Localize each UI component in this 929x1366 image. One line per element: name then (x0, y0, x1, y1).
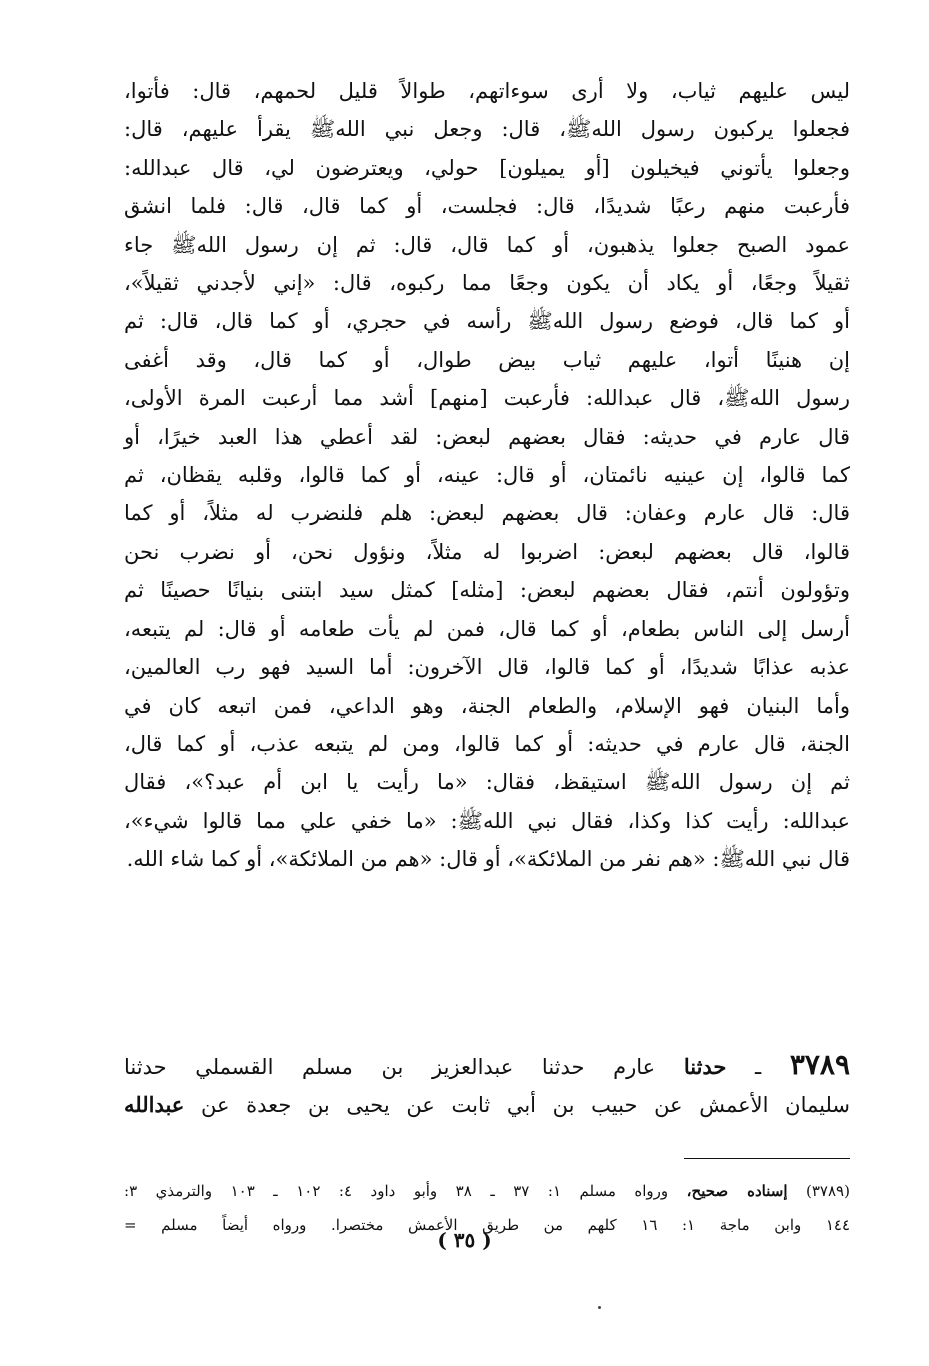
text-line: رسول اللهﷺ، قال عبدالله: فأرعبت [منهم] أشد مما أرعبت المرة الأولى، (124, 386, 850, 411)
text-line: وجعلوا يأتوني فيخيلون [أو يميلون] حولي، ويعترضون لي، قال عبدالله: (124, 155, 850, 180)
hadith-lead: حدثنا (683, 1054, 727, 1079)
text-line: فأرعبت منهم رعبًا شديدًا، قال: فجلست، أو كما قال، قال: فلما انشق (124, 194, 850, 219)
page-number: ( ٣٥ ) (437, 1228, 492, 1252)
text-line: قال: قال عارم وعفان: قال بعضهم لبعض: هلم فلنضرب له مثلاً، أو كما (124, 501, 850, 526)
text-line: عذبه عذابًا شديدًا، أو كما قالوا، قال الآخرون: أما السيد فهو رب العالمين، (124, 655, 850, 680)
footnote-line-2: ١٤٤ وابن ماجة ١: ١٦ كلهم من طريق الأعمش مختصرا. ورواه أيضاً مسلم = (124, 1216, 850, 1234)
hadith-line-1-text: عارم حدثنا عبدالعزيز بن مسلم القسملي حدثنا (124, 1055, 684, 1079)
text-line: وأما البنيان فهو الإسلام، والطعام الجنة، وهو الداعي، فمن اتبعه كان في (124, 693, 850, 718)
footnote-ref: (٣٧٨٩) (806, 1182, 850, 1200)
text-line: أرسل إلى الناس بطعام، أو كما قال، فمن لم يأت طعامه أو قال: لم يتبعه، (124, 616, 850, 641)
text-line: إن هنينًا أتوا، عليهم ثياب بيض طوال، أو كما قال، وقد أغفى (124, 347, 850, 372)
hadith-line-2-text: سليمان الأعمش عن حبيب بن أبي ثابت عن يحيى بن جعدة عن (184, 1093, 850, 1117)
text-line: وتؤولون أنتم، فقال بعضهم لبعض: [مثله] كمثل سيد ابتنى بنيانًا حصينًا ثم (124, 578, 850, 603)
hadith-line-1 (124, 1046, 850, 1086)
text-line: الجنة، قال عارم في حديثه: أو كما قالوا، ومن لم يتبعه عذب، أو كما قال، (124, 731, 850, 756)
text-line: كما قالوا، إن عينيه نائمتان، أو قال: عينه، أو كما قالوا، وقلبه يقظان، ثم (124, 463, 850, 488)
text-line: ثم إن رسول اللهﷺ استيقظ، فقال: «ما رأيت يا ابن أم عبد؟»، فقال (124, 770, 850, 795)
footnote-line-1-text: ورواه مسلم ١: ٣٧ ـ ٣٨ وأبو داود ٤: ١٠٢ ـ ١٠٣ والترمذي ٣: (124, 1182, 687, 1200)
text-line: قال عارم في حديثه: فقال بعضهم لبعض: لقد أعطي هذا العبد خيرًا، أو (124, 424, 850, 449)
footnote-grade: إسناده صحيح، (686, 1182, 788, 1200)
hadith-line-2 (124, 1086, 850, 1124)
text-line: أو كما قال، فوضع رسول اللهﷺ رأسه في حجري، أو كما قال، قال: ثم (124, 309, 850, 334)
hadith-number: ٣٧٨٩ (789, 1048, 850, 1081)
hadith-dash: ـ (726, 1055, 790, 1079)
footnote-line-1 (124, 1174, 850, 1208)
text-line: قالوا، قال بعضهم لبعض: اضربوا له مثلاً، ونؤول نحن، أو نضرب نحن (124, 539, 850, 564)
text-line: ثقيلاً وجعًا، أو يكاد أن يكون وجعًا مما ركبوه، قال: «إني لأجدني ثقيلاً»، (124, 271, 850, 296)
footnote-divider (684, 1158, 850, 1159)
text-line: قال نبي اللهﷺ: «هم نفر من الملائكة»، أو قال: «هم من الملائكة»، أو كما شاء الله. (126, 847, 850, 872)
hadith-line-2-end: عبدالله (124, 1092, 185, 1117)
main-text-block (124, 72, 850, 879)
text-line: عبدالله: رأيت كذا وكذا، فقال نبي اللهﷺ: «ما خفي علي مما قالوا شيء»، (124, 808, 850, 833)
hadith-block (124, 1046, 850, 1124)
text-line: فجعلوا يركبون رسول اللهﷺ، قال: وجعل نبي اللهﷺ يقرأ عليهم، قال: (124, 117, 850, 142)
text-line: عمود الصبح جعلوا يذهبون، أو كما قال، قال: ثم إن رسول اللهﷺ جاء (124, 232, 850, 257)
text-line: ليس عليهم ثياب، ولا أرى سوءاتهم، طوالاً قليل لحمهم، قال: فأتوا، (124, 79, 850, 103)
scan-speck (598, 1306, 601, 1309)
